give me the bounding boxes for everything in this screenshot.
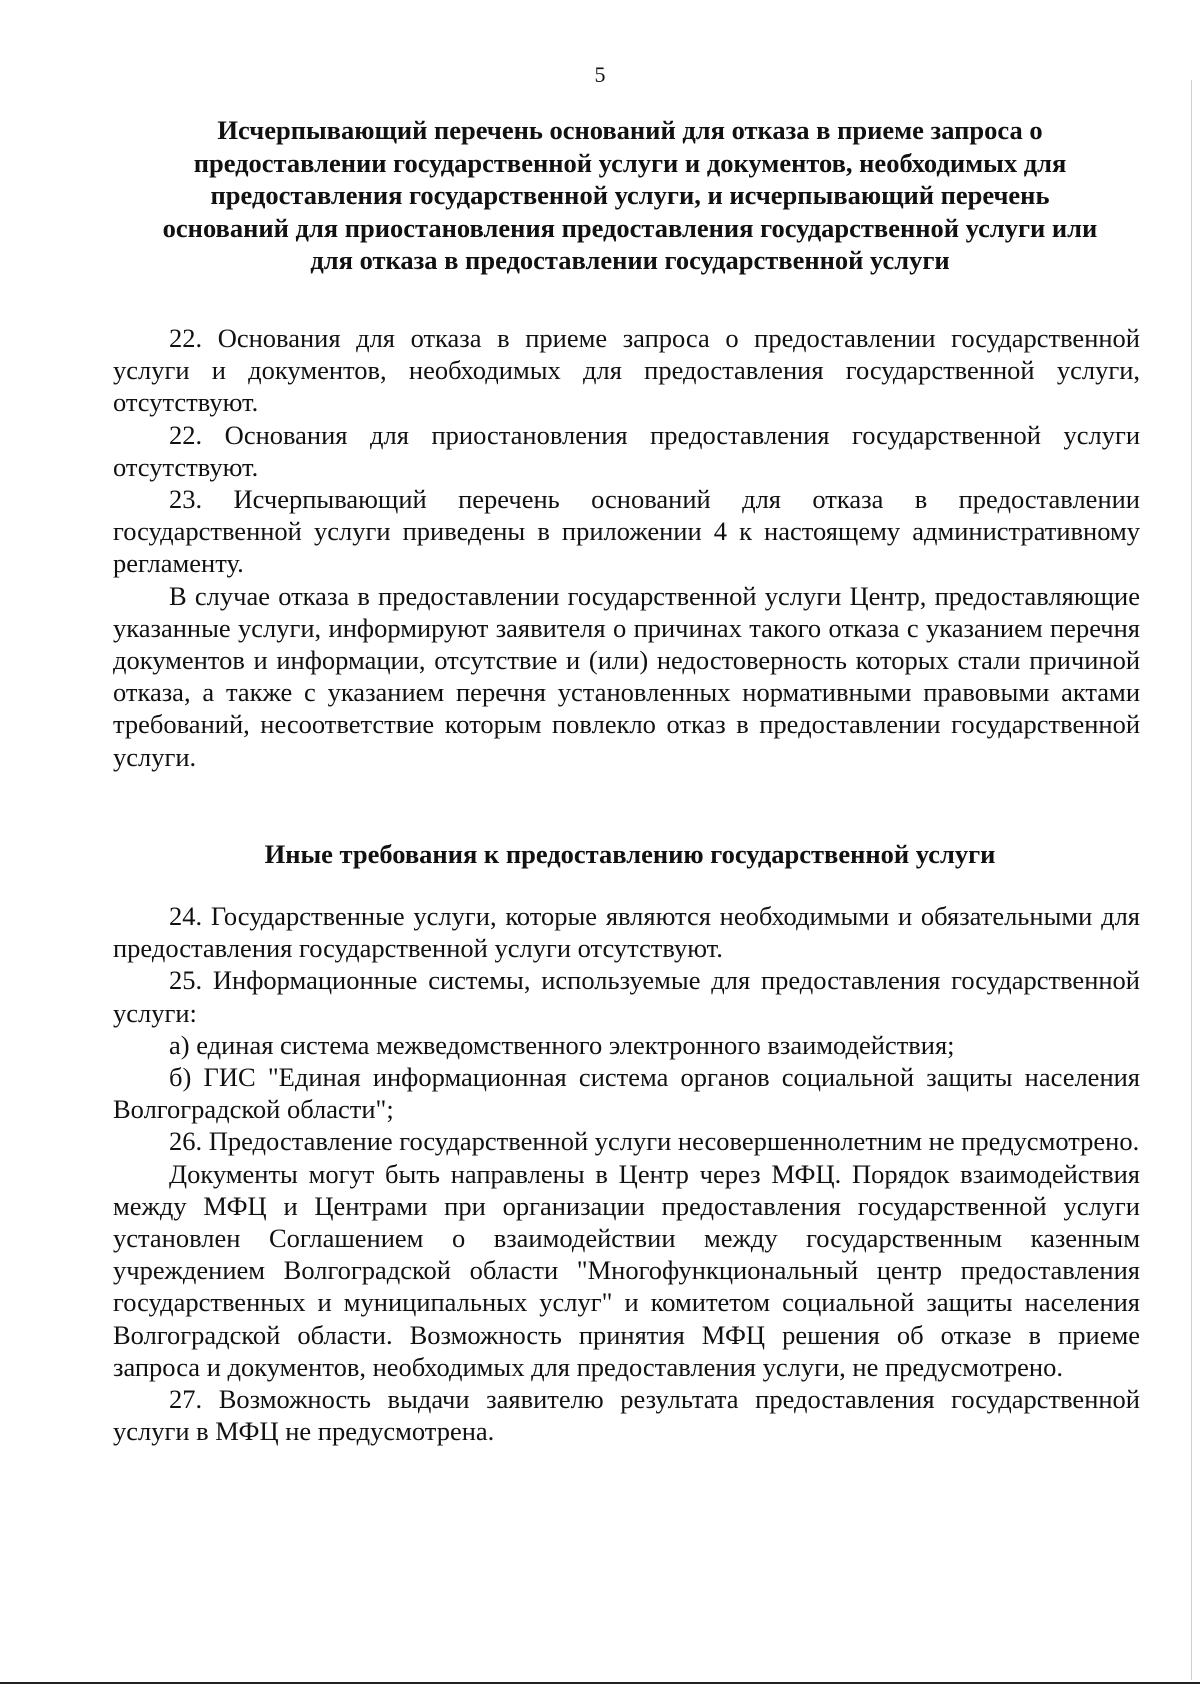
paragraph-22-suspension: 22. Основания для приостановления предоставления государственной услуги отсутствуют. <box>113 419 1140 482</box>
bottom-rule <box>0 1682 1200 1684</box>
list-item-a: а) единая система межведомственного электронного взаимодействия; <box>169 1029 955 1060</box>
paragraph-25-info-systems: 25. Информационные системы, используемые для предоставления государственной услуги: <box>113 965 1140 1028</box>
paragraph-22-refusal-reception: 22. Основания для отказа в приеме запроса о предоставлении государственной услуги и документов, необходимых для предоставления государственной услуги, отсутствуют. <box>113 323 1140 418</box>
section-2-body <box>113 900 1140 1447</box>
paragraph-26-minors: 26. Предоставление государственной услуги несовершеннолетним не предусмотрено. <box>169 1126 1140 1157</box>
paragraph-refusal-notice: В случае отказа в предоставлении государственной услуги Центр, предоставляющие указанные услуги, информируют заявителя о причинах такого отказа с указанием перечня документов и информации, отсутствие и (или) недостоверность которых стали причиной отказа, а также с указанием перечня установленных нормативными правовыми актами требований, несоответствие которым повлекло отказ в предоставлении государственной услуги. <box>113 580 1140 772</box>
list-item-b: б) ГИС "Единая информационная система органов социальной защиты населения Волгоградской области"; <box>113 1062 1140 1125</box>
paragraph-23-refusal-list: 23. Исчерпывающий перечень оснований для отказа в предоставлении государственной услуги приведены в приложении 4 к настоящему административному регламенту. <box>113 484 1140 579</box>
section-2-heading: Иные требования к предоставлению государственной услуги <box>264 839 996 869</box>
paragraph-24-required-services: 24. Государственные услуги, которые являются необходимыми и обязательными для предоставления государственной услуги отсутствуют. <box>113 901 1140 964</box>
page-number: 5 <box>594 62 606 87</box>
section-1-body <box>113 322 1140 773</box>
paragraph-27-result-issuance: 27. Возможность выдачи заявителю результата предоставления государственной услуги в МФЦ не предусмотрена. <box>113 1384 1140 1447</box>
paragraph-mfc-documents: Документы могут быть направлены в Центр через МФЦ. Порядок взаимодействия между МФЦ и Центрами при организации предоставления государственной услуги установлен Соглашением о взаимодействии между государственным казенным учреждением Волгоградской области "Многофункциональный центр предоставления государственных и муниципальных услуг" и комитетом социальной защиты населения Волгоградской области. Возможность принятия МФЦ решения об отказе в приеме запроса и документов, необходимых для предоставления услуги, не предусмотрено. <box>113 1158 1140 1382</box>
scan-edge-line <box>1191 80 1192 1680</box>
section-1-heading: Исчерпывающий перечень оснований для отказа в приеме запроса о предоставлении государственной услуги и документов, необходимых для предоставления государственной услуги, и исчерпывающий перечень оснований для приостановления предоставления государственной услуги или для отказа в предоставлении государственной услуги <box>162 115 1098 275</box>
